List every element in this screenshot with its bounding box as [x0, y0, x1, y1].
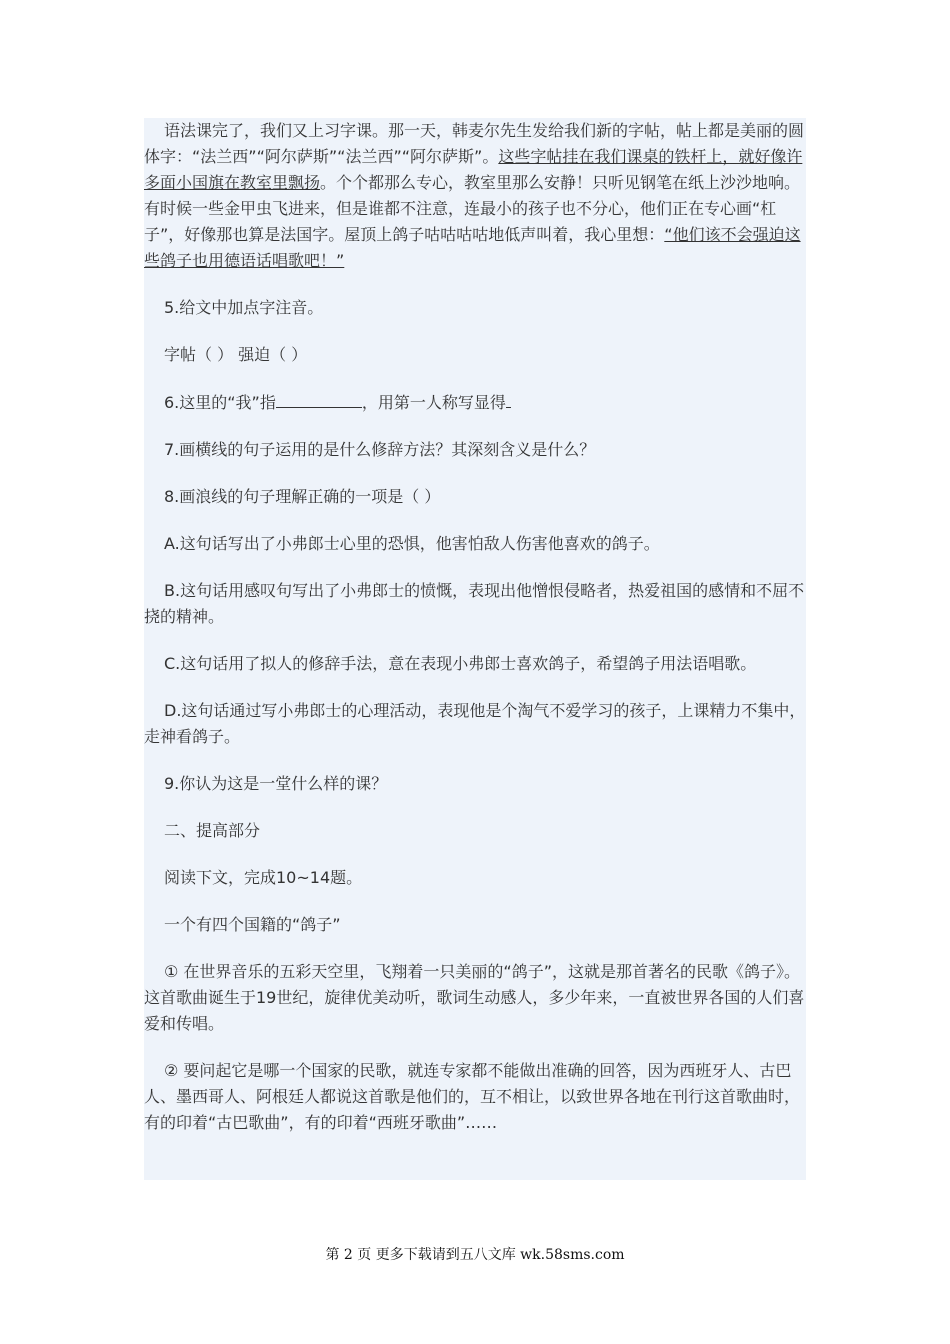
- question-7: 7.画横线的句子运用的是什么修辞方法？其深刻含义是什么？: [164, 440, 596, 459]
- question-6-text: 6.这里的“我”指: [164, 393, 276, 412]
- option-a: A.这句话写出了小弗郎士心里的恐惧，他害怕敌人伤害他喜欢的鸽子。: [164, 534, 660, 553]
- article-paragraph-1: ① 在世界音乐的五彩天空里，飞翔着一只美丽的“鸽子”，这就是那首著名的民歌《鸽子》。这首歌曲诞生于19世纪，旋律优美动听，歌词生动感人，多少年来，一直被世界各国的人们喜爱和传唱。: [144, 962, 805, 1033]
- passage-paragraph: [144, 118, 806, 274]
- question-5-items: 字帖（ ） 强迫（ ）: [164, 345, 308, 364]
- article-title: 一个有四个国籍的“鸽子”: [164, 915, 341, 934]
- section-instruction: 阅读下文，完成10~14题。: [164, 868, 363, 887]
- wavy-lined-sentence: “他们该不会强迫这些鸽子也用德语话唱歌吧！”: [144, 225, 801, 270]
- article-paragraph-2: ② 要问起它是哪一个国家的民歌，就连专家都不能做出准确的回答，因为西班牙人、古巴人、墨西哥人、阿根廷人都说这首歌是他们的，互不相让，以致世界各地在刊行这首歌曲时，有的印着“古巴歌曲”，有的印着“西班牙歌曲”……: [144, 1061, 801, 1132]
- option-c: C.这句话用了拟人的修辞手法，意在表现小弗郎士喜欢鸽子，希望鸽子用法语唱歌。: [164, 654, 757, 673]
- section-heading: 二、提高部分: [164, 821, 261, 840]
- passage-text: 。个个都那么专心，教室里那么安静！只听见钢笔在纸上沙沙地响。有时候一些金甲虫飞进来，但是谁都不注意，连最小的孩子也不分心，他们正在专心画“杠子”，好像那也算是法国字。屋顶上鸽子咕咕咕咕地低声叫着，我心里想：: [144, 173, 801, 244]
- answer-blank: [506, 389, 511, 408]
- question-5: 5.给文中加点字注音。: [164, 298, 324, 317]
- question-6: [144, 389, 806, 416]
- option-b: B.这句话用感叹句写出了小弗郎士的愤慨，表现出他憎恨侵略者，热爱祖国的感情和不屈不挠的精神。: [144, 581, 805, 626]
- document-body: [144, 118, 806, 1180]
- question-9: 9.你认为这是一堂什么样的课？: [164, 774, 388, 793]
- option-d: D.这句话通过写小弗郎士的心理活动，表现他是个淘气不爱学习的孩子，上课精力不集中，走神看鸽子。: [144, 701, 806, 746]
- passage-text: 语法课完了，我们又上习字课。那一天，韩麦尔先生发给我们新的字帖，帖上都是美丽的圆体字：“法兰西”“阿尔萨斯”“法兰西”“阿尔萨斯”。: [144, 121, 805, 166]
- question-8: 8.画浪线的句子理解正确的一项是（ ）: [164, 487, 441, 506]
- question-6-text: ，用第一人称写显得: [361, 393, 506, 412]
- answer-blank: [276, 389, 362, 408]
- underlined-sentence: 这些字帖挂在我们课桌的铁杆上，就好像许多面小国旗在教室里飘扬: [144, 147, 803, 192]
- page-footer: 第 2 页 更多下载请到五八文库 wk.58sms.com: [325, 1247, 625, 1263]
